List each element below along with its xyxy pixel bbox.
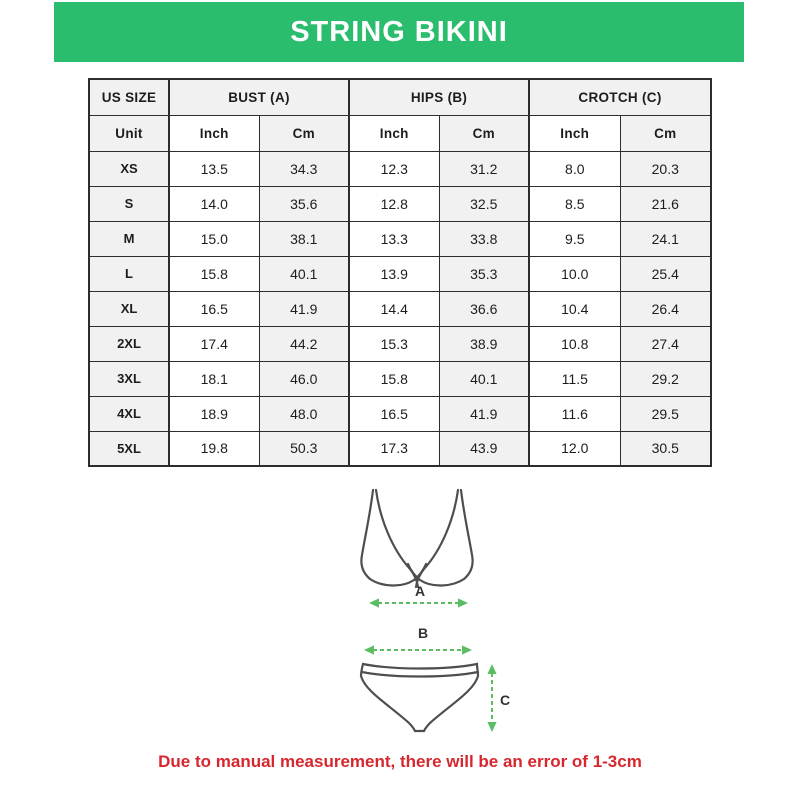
table-row: [89, 291, 711, 326]
value-cell: 18.1: [169, 361, 259, 396]
unit-header-row: [89, 115, 711, 151]
value-cell: 40.1: [439, 361, 529, 396]
value-cell: 12.8: [349, 186, 439, 221]
table-row: [89, 151, 711, 186]
value-cell: 12.3: [349, 151, 439, 186]
value-cell: 11.6: [529, 396, 620, 431]
value-cell: 14.0: [169, 186, 259, 221]
size-cell: M: [89, 221, 169, 256]
table-row: [89, 221, 711, 256]
size-cell: L: [89, 256, 169, 291]
size-cell: 5XL: [89, 431, 169, 466]
unit-cell: Inch: [169, 115, 259, 151]
value-cell: 17.4: [169, 326, 259, 361]
value-cell: 27.4: [620, 326, 711, 361]
value-cell: 8.0: [529, 151, 620, 186]
value-cell: 9.5: [529, 221, 620, 256]
table-row: [89, 396, 711, 431]
value-cell: 24.1: [620, 221, 711, 256]
bikini-bottom-illustration: [358, 660, 482, 736]
value-cell: 13.5: [169, 151, 259, 186]
group-header-row: [89, 79, 711, 115]
value-cell: 46.0: [259, 361, 349, 396]
unit-cell: Unit: [89, 115, 169, 151]
value-cell: 48.0: [259, 396, 349, 431]
value-cell: 12.0: [529, 431, 620, 466]
value-cell: 15.8: [169, 256, 259, 291]
size-table: [88, 78, 712, 467]
col-header-us-size: US SIZE: [89, 79, 169, 115]
measure-arrow-a-icon: [369, 597, 468, 609]
value-cell: 8.5: [529, 186, 620, 221]
value-cell: 10.8: [529, 326, 620, 361]
value-cell: 20.3: [620, 151, 711, 186]
page-title: STRING BIKINI: [290, 15, 508, 48]
unit-cell: Cm: [620, 115, 711, 151]
value-cell: 11.5: [529, 361, 620, 396]
value-cell: 15.3: [349, 326, 439, 361]
value-cell: 14.4: [349, 291, 439, 326]
value-cell: 33.8: [439, 221, 529, 256]
value-cell: 21.6: [620, 186, 711, 221]
value-cell: 50.3: [259, 431, 349, 466]
measure-label-c: C: [499, 692, 511, 708]
value-cell: 34.3: [259, 151, 349, 186]
unit-cell: Cm: [439, 115, 529, 151]
size-cell: XS: [89, 151, 169, 186]
size-cell: 4XL: [89, 396, 169, 431]
table-row: [89, 431, 711, 466]
value-cell: 10.0: [529, 256, 620, 291]
value-cell: 31.2: [439, 151, 529, 186]
value-cell: 18.9: [169, 396, 259, 431]
title-banner: [54, 2, 744, 62]
value-cell: 44.2: [259, 326, 349, 361]
size-cell: 3XL: [89, 361, 169, 396]
unit-cell: Inch: [349, 115, 439, 151]
value-cell: 13.3: [349, 221, 439, 256]
value-cell: 13.9: [349, 256, 439, 291]
table-row: [89, 256, 711, 291]
value-cell: 38.1: [259, 221, 349, 256]
measure-label-b: B: [417, 625, 429, 641]
value-cell: 41.9: [439, 396, 529, 431]
value-cell: 15.0: [169, 221, 259, 256]
measure-arrow-b-icon: [364, 644, 472, 656]
measurement-note: Due to manual measurement, there will be an error of 1-3cm: [158, 752, 642, 771]
size-cell: XL: [89, 291, 169, 326]
size-cell: 2XL: [89, 326, 169, 361]
value-cell: 29.5: [620, 396, 711, 431]
value-cell: 36.6: [439, 291, 529, 326]
value-cell: 19.8: [169, 431, 259, 466]
col-header-bust: BUST (A): [169, 79, 349, 115]
col-header-crotch: CROTCH (C): [529, 79, 711, 115]
value-cell: 38.9: [439, 326, 529, 361]
size-cell: S: [89, 186, 169, 221]
table-row: [89, 326, 711, 361]
value-cell: 43.9: [439, 431, 529, 466]
value-cell: 25.4: [620, 256, 711, 291]
value-cell: 35.3: [439, 256, 529, 291]
unit-cell: Cm: [259, 115, 349, 151]
value-cell: 35.6: [259, 186, 349, 221]
bikini-top-illustration: [358, 487, 476, 595]
value-cell: 15.8: [349, 361, 439, 396]
table-row: [89, 186, 711, 221]
value-cell: 26.4: [620, 291, 711, 326]
measure-label-a: A: [414, 583, 426, 599]
value-cell: 16.5: [169, 291, 259, 326]
value-cell: 40.1: [259, 256, 349, 291]
value-cell: 30.5: [620, 431, 711, 466]
unit-cell: Inch: [529, 115, 620, 151]
table-row: [89, 361, 711, 396]
value-cell: 29.2: [620, 361, 711, 396]
value-cell: 16.5: [349, 396, 439, 431]
value-cell: 10.4: [529, 291, 620, 326]
value-cell: 41.9: [259, 291, 349, 326]
value-cell: 17.3: [349, 431, 439, 466]
value-cell: 32.5: [439, 186, 529, 221]
col-header-hips: HIPS (B): [349, 79, 529, 115]
